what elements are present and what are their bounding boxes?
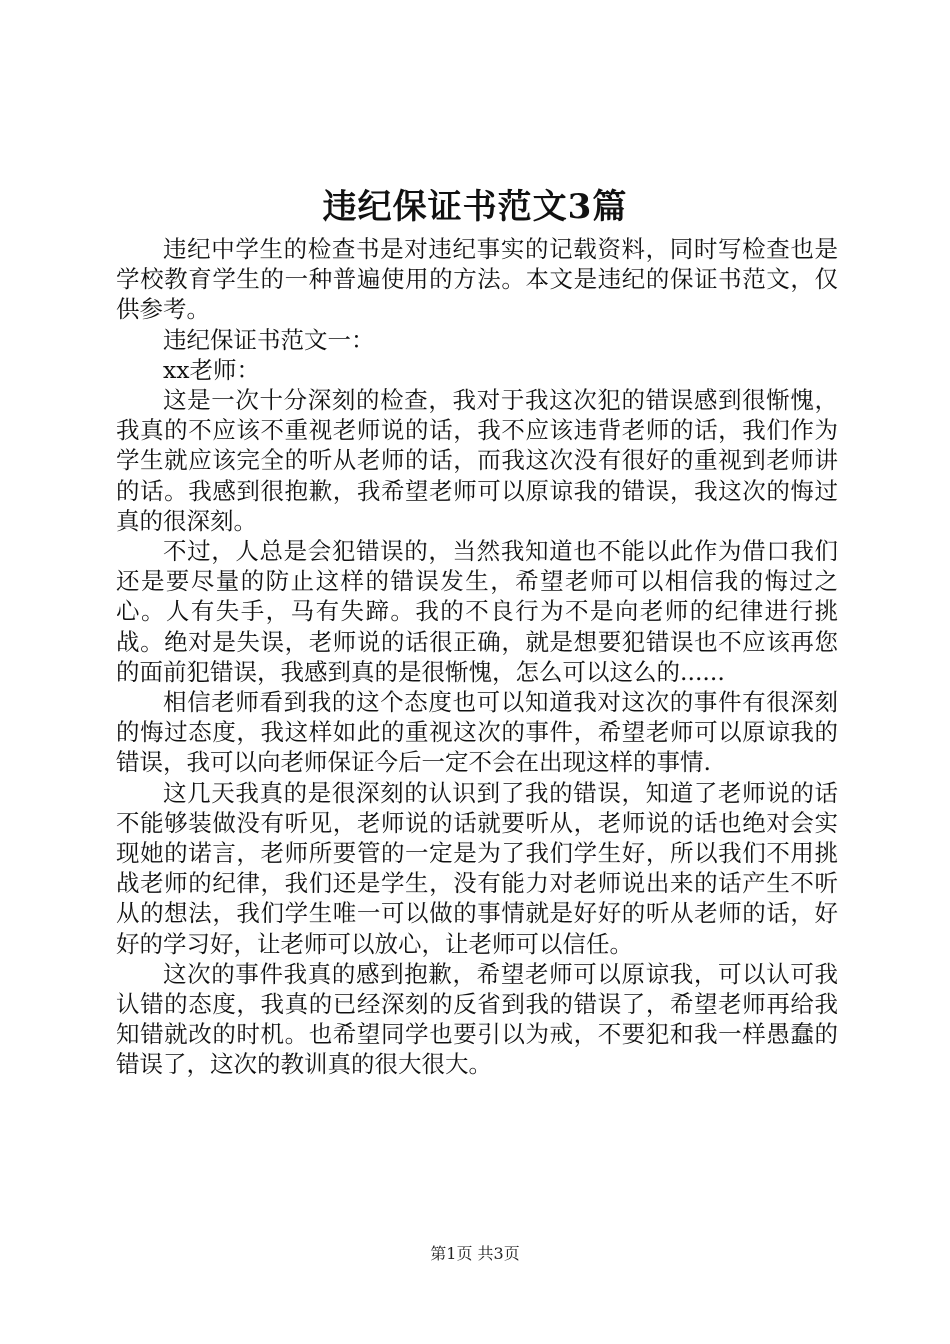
intro-paragraph: 违纪中学生的检查书是对违纪事实的记载资料，同时写检查也是学校教育学生的一种普遍使用的方法。本文是违纪的保证书范文，仅供参考。 <box>116 235 838 324</box>
salutation: xx老师： <box>163 355 261 384</box>
body-paragraph: 这是一次十分深刻的检查，我对于我这次犯的错误感到很惭愧，我真的不应该不重视老师说的话，我不应该违背老师的话，我们作为学生就应该完全的听从老师的话，而我这次没有很好的重视到老师讲的话。我感到很抱歉，我希望老师可以原谅我的错误，我这次的悔过真的很深刻。 <box>116 386 838 535</box>
section-heading: 违纪保证书范文一： <box>163 325 375 354</box>
document-title: 违纪保证书范文3篇 <box>322 187 628 227</box>
body-paragraph: 不过，人总是会犯错误的，当然我知道也不能以此作为借口我们还是要尽量的防止这样的错误发生，希望老师可以相信我的悔过之心。人有失手，马有失蹄。我的不良行为不是向老师的纪律进行挑战。绝对是失误，老师说的话很正确，就是想要犯错误也不应该再您的面前犯错误，我感到真的是很惭愧，怎么可以这么的...... <box>116 537 838 686</box>
document-body <box>116 234 838 1080</box>
body-paragraph: 这次的事件我真的感到抱歉，希望老师可以原谅我，可以认可我认错的态度，我真的已经深刻的反省到我的错误了，希望老师再给我知错就改的时机。也希望同学也要引以为戒，不要犯和我一样愚蠢的错误了，这次的教训真的很大很大。 <box>116 959 838 1079</box>
body-paragraph: 这几天我真的是很深刻的认识到了我的错误，知道了老师说的话不能够装做没有听见，老师说的话就要听从，老师说的话也绝对会实现她的诺言，老师所要管的一定是为了我们学生好，所以我们不用挑战老师的纪律，我们还是学生，没有能力对老师说出来的话产生不听从的想法，我们学生唯一可以做的事情就是好好的听从老师的话，好好的学习好，让老师可以放心，让老师可以信任。 <box>116 778 838 958</box>
body-paragraph: 相信老师看到我的这个态度也可以知道我对这次的事件有很深刻的悔过态度，我这样如此的重视这次的事件，希望老师可以原谅我的错误，我可以向老师保证今后一定不会在出现这样的事情. <box>116 688 838 777</box>
page-footer: 第1页 共3页 <box>430 1244 520 1263</box>
